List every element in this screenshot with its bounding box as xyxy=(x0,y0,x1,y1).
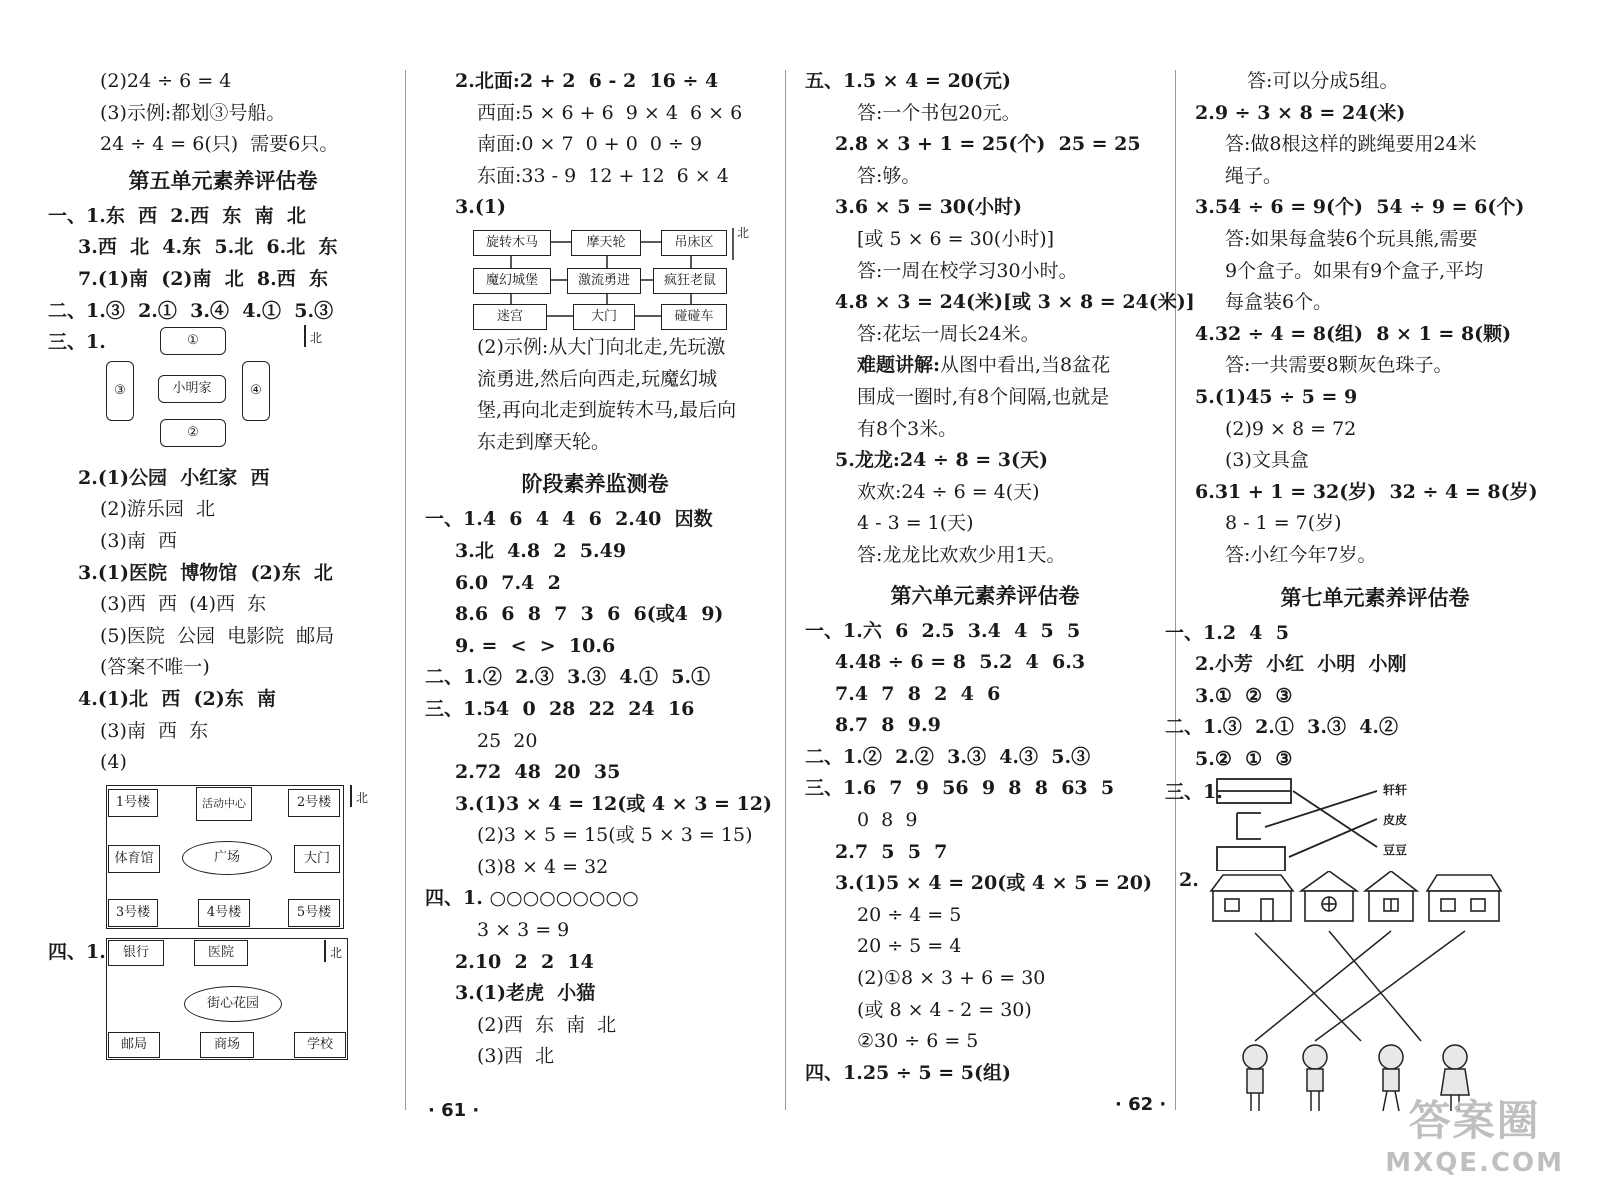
text-line: 欢欢:24 ÷ 6 = 4(天) xyxy=(857,480,1040,503)
text-line: 一、1.2 4 5 xyxy=(1165,621,1289,644)
text-line: 4.32 ÷ 4 = 8(组) 8 × 1 = 8(颗) xyxy=(1195,322,1512,345)
text-line: 6.0 7.4 2 xyxy=(455,571,561,594)
text-line: 三、1.6 7 9 56 9 8 8 63 5 xyxy=(805,777,1115,800)
maze: 迷宫 xyxy=(473,304,547,330)
text-line: (3)南 西 xyxy=(100,529,177,552)
text-line: 9个盒子。如果有9个盒子,平均 xyxy=(1225,259,1484,282)
text-line: 3.(1) xyxy=(455,196,507,219)
text-line: 3 × 3 = 9 xyxy=(477,919,570,942)
box-left: ③ xyxy=(106,361,134,421)
ferris-wheel: 摩天轮 xyxy=(571,230,641,256)
column-divider xyxy=(785,70,786,1110)
bank: 银行 xyxy=(108,940,164,966)
section-title: 阶段素养监测卷 xyxy=(521,472,669,497)
activity-center: 活动中心 xyxy=(196,787,252,821)
text-line: 7.4 7 8 2 4 6 xyxy=(835,682,1001,705)
text-line: 绳子。 xyxy=(1225,164,1283,187)
watermark-logo xyxy=(1385,1088,1564,1178)
text-line xyxy=(805,350,1165,382)
text-line: (3)文具盒 xyxy=(1225,449,1309,472)
text-line: 南面:0 × 7 0 + 0 0 ÷ 9 xyxy=(477,133,703,156)
text-line: 3.(1)5 × 4 = 20(或 4 × 5 = 20) xyxy=(835,872,1152,895)
text-line: 3.① ② ③ xyxy=(1195,684,1293,707)
text-line: 一、1.东 西 2.西 东 南 北 xyxy=(48,204,306,227)
text-line: 3.6 × 5 = 30(小时) xyxy=(835,196,1022,219)
shape-figures xyxy=(1213,775,1473,871)
house-matching xyxy=(1165,871,1555,1121)
text-line: 四、1. ○○○○○○○○○ xyxy=(425,887,639,910)
text-line: 3.(1)医院 博物馆 (2)东 北 xyxy=(78,561,333,584)
magic-castle: 魔幻城堡 xyxy=(473,268,551,294)
text-line: 答:一个书包20元。 xyxy=(857,101,1021,124)
text-line: 三、1. xyxy=(48,331,106,354)
text-line: 二、1.③ 2.① 3.③ 4.② xyxy=(1165,716,1399,739)
text-line: 每盒装6个。 xyxy=(1225,291,1333,314)
text-line: 2.72 48 20 35 xyxy=(455,761,621,784)
text-line: (3)西 西 (4)西 东 xyxy=(100,593,267,616)
north-label: 北 xyxy=(330,946,343,961)
text-line: 四、1. xyxy=(48,940,106,963)
building-4: 4号楼 xyxy=(198,899,250,927)
shape-matching xyxy=(1165,775,1555,871)
text-line: 四、1.25 ÷ 5 = 5(组) xyxy=(805,1061,1011,1084)
post-office: 邮局 xyxy=(108,1032,160,1058)
text-line: 3.北 4.8 2 5.49 xyxy=(455,539,627,562)
watermark-text: 答案圈 xyxy=(1408,1096,1541,1145)
text-line: (2)9 × 8 = 72 xyxy=(1225,417,1357,440)
campus-map xyxy=(48,781,398,937)
text-line: 2.(1)公园 小红家 西 xyxy=(78,466,270,489)
text-line: (2)游乐园 北 xyxy=(100,498,215,521)
text-line: 2.小芳 小红 小明 小刚 xyxy=(1195,653,1407,676)
text-line: 五、1.5 × 4 = 20(元) xyxy=(805,70,1011,92)
text-line: 20 ÷ 5 = 4 xyxy=(857,935,962,958)
gate: 大门 xyxy=(294,845,340,873)
text-line: (2)3 × 5 = 15(或 5 × 3 = 15) xyxy=(477,824,753,847)
text-line: 4.48 ÷ 6 = 8 5.2 4 6.3 xyxy=(835,651,1086,674)
text-line: 9. = < > 10.6 xyxy=(455,634,616,657)
text-line: 24 ÷ 4 = 6(只) 需要6只。 xyxy=(100,133,339,156)
hint-label: 难题讲解: xyxy=(857,354,941,377)
text-line: 20 ÷ 4 = 5 xyxy=(857,903,962,926)
text-line: 5.龙龙:24 ÷ 8 = 3(天) xyxy=(835,449,1049,472)
text-line: 25 20 xyxy=(477,729,538,752)
text-line: (3)西 北 xyxy=(477,1045,554,1068)
text-line: (2)示例:从大门向北走,先玩激 xyxy=(477,335,726,358)
text-line: 一、1.4 6 4 4 6 2.40 因数 xyxy=(425,508,713,531)
crazy-mouse: 疯狂老鼠 xyxy=(653,268,727,294)
text-line: ②30 ÷ 6 = 5 xyxy=(857,1030,979,1053)
text-line: (2)西 东 南 北 xyxy=(477,1013,617,1036)
text-line: 6.31 + 1 = 32(岁) 32 ÷ 4 = 8(岁) xyxy=(1195,480,1538,503)
text-line: 答:够。 xyxy=(857,164,921,187)
gym: 体育馆 xyxy=(108,845,160,873)
building-5: 5号楼 xyxy=(288,899,340,927)
text-line: 答:花坛一周长24米。 xyxy=(857,322,1040,345)
text-line: 答:一周在校学习30小时。 xyxy=(857,259,1078,282)
column-2 xyxy=(425,66,772,1073)
text-line: 2.10 2 2 14 xyxy=(455,950,594,973)
park-map xyxy=(425,224,765,332)
north-label: 北 xyxy=(310,330,323,345)
text-line: 西面:5 × 6 + 6 9 × 4 6 × 6 xyxy=(477,101,743,124)
text-line: 2.北面:2 + 2 6 - 2 16 ÷ 4 xyxy=(455,70,719,92)
text-line: 2.8 × 3 + 1 = 25(个) 25 = 25 xyxy=(835,133,1141,156)
text-line: 二、1.② 2.③ 3.③ 4.① 5.① xyxy=(425,666,711,689)
text-line: 东走到摩天轮。 xyxy=(477,430,611,453)
text-line: 8.6 6 8 7 3 6 6(或4 9) xyxy=(455,603,724,626)
plaza: 广场 xyxy=(182,841,272,875)
box-top: ① xyxy=(160,327,226,355)
box-right: ④ xyxy=(242,361,270,421)
text-line: (3)南 西 东 xyxy=(100,719,209,742)
text-line: 围成一圈时,有8个间隔,也就是 xyxy=(857,385,1110,408)
text-line: (3)示例:都划③号船。 xyxy=(100,101,286,124)
text-line: 答:一共需要8颗灰色珠子。 xyxy=(1225,354,1453,377)
text-line: 二、1.③ 2.① 3.④ 4.① 5.③ xyxy=(48,299,334,322)
garden: 街心花园 xyxy=(184,986,282,1022)
name-label: 皮皮 xyxy=(1383,813,1408,828)
text-line: (3)8 × 4 = 32 xyxy=(477,855,609,878)
column-3 xyxy=(805,66,1195,1089)
north-label: 北 xyxy=(737,225,750,240)
text-line: 有8个3米。 xyxy=(857,417,958,440)
text-line: 5.(1)45 ÷ 5 = 9 xyxy=(1195,385,1358,408)
text-line: 答:小红今年7岁。 xyxy=(1225,543,1377,566)
section-title: 第七单元素养评估卷 xyxy=(1280,585,1470,610)
text-line: (5)医院 公园 电影院 邮局 xyxy=(100,624,335,647)
building-2: 2号楼 xyxy=(288,789,340,817)
page-number-62: · 62 · xyxy=(1115,1094,1167,1115)
text-line: 答:可以分成5组。 xyxy=(1247,70,1399,92)
text-line: 8 - 1 = 7(岁) xyxy=(1225,512,1342,535)
text-line: 3.西 北 4.东 5.北 6.北 东 xyxy=(78,236,338,259)
box-center: 小明家 xyxy=(158,375,226,403)
section-title: 第五单元素养评估卷 xyxy=(128,168,318,193)
text-line: (2)①8 × 3 + 6 = 30 xyxy=(857,967,1046,990)
text-line: 2.7 5 5 7 xyxy=(835,840,948,863)
bumper-cars: 碰碰车 xyxy=(661,304,727,330)
text-line: 3.(1)3 × 4 = 12(或 4 × 3 = 12) xyxy=(455,792,772,815)
question-number: 2. xyxy=(1179,869,1199,892)
column-4 xyxy=(1165,66,1555,1121)
box-bottom: ② xyxy=(160,419,226,447)
text-line: 一、1.六 6 2.5 3.4 4 5 5 xyxy=(805,619,1081,642)
text-line: 5.② ① ③ xyxy=(1195,747,1293,770)
watermark-url: MXQE.COM xyxy=(1385,1148,1564,1178)
text-line: 流勇进,然后向西走,玩魔幻城 xyxy=(477,367,718,390)
text-line: 7.(1)南 (2)南 北 8.西 东 xyxy=(78,267,328,290)
section-title: 第六单元素养评估卷 xyxy=(890,583,1080,608)
text-line: 答:龙龙比欢欢少用1天。 xyxy=(857,543,1066,566)
houses-and-children xyxy=(1165,871,1505,1121)
column-divider xyxy=(405,70,406,1110)
text-line: 答:做8根这样的跳绳要用24米 xyxy=(1225,133,1477,156)
text-line: 二、1.② 2.② 3.③ 4.③ 5.③ xyxy=(805,745,1091,768)
main-gate: 大门 xyxy=(573,304,635,330)
text-line: (2)24 ÷ 6 = 4 xyxy=(100,70,232,92)
text-line: 堡,再向北走到旋转木马,最后向 xyxy=(477,399,737,422)
north-label: 北 xyxy=(356,790,369,805)
name-label: 豆豆 xyxy=(1383,843,1408,858)
page-number-61: · 61 · xyxy=(428,1100,480,1121)
column-1 xyxy=(48,66,398,1058)
building-3: 3号楼 xyxy=(108,899,158,927)
hint-text: 从图中看出,当8盆花 xyxy=(940,354,1111,377)
text-line: 4 - 3 = 1(天) xyxy=(857,512,974,535)
text-line: [或 5 × 6 = 30(小时)] xyxy=(857,227,1055,250)
mall: 商场 xyxy=(200,1032,254,1058)
school: 学校 xyxy=(294,1032,346,1058)
text-line: 4.8 × 3 = 24(米)[或 3 × 8 = 24(米)] xyxy=(835,291,1195,314)
text-line: 0 8 9 xyxy=(857,809,918,832)
rapids: 激流勇进 xyxy=(567,268,641,294)
question-number: 三、1. xyxy=(1165,781,1223,804)
text-line: 三、1.54 0 28 22 24 16 xyxy=(425,697,695,720)
hammock-area: 吊床区 xyxy=(661,230,727,256)
carousel: 旋转木马 xyxy=(473,230,551,256)
text-line: 2.9 ÷ 3 × 8 = 24(米) xyxy=(1195,101,1406,124)
name-label: 轩轩 xyxy=(1383,783,1408,798)
text-line: 8.7 8 9.9 xyxy=(835,714,941,737)
text-line: 4.(1)北 西 (2)东 南 xyxy=(78,687,276,710)
text-line: (或 8 × 4 - 2 = 30) xyxy=(857,998,1032,1021)
building-1: 1号楼 xyxy=(108,789,158,817)
text-line: (答案不唯一) xyxy=(100,656,210,679)
text-line: 答:如果每盒装6个玩具熊,需要 xyxy=(1225,227,1478,250)
hospital: 医院 xyxy=(194,940,248,966)
text-line: 3.54 ÷ 6 = 9(个) 54 ÷ 9 = 6(个) xyxy=(1195,196,1525,219)
text-line: (4) xyxy=(100,751,127,774)
text-line: 东面:33 - 9 12 + 12 6 × 4 xyxy=(477,164,729,187)
text-line: 3.(1)老虎 小猫 xyxy=(455,982,596,1005)
